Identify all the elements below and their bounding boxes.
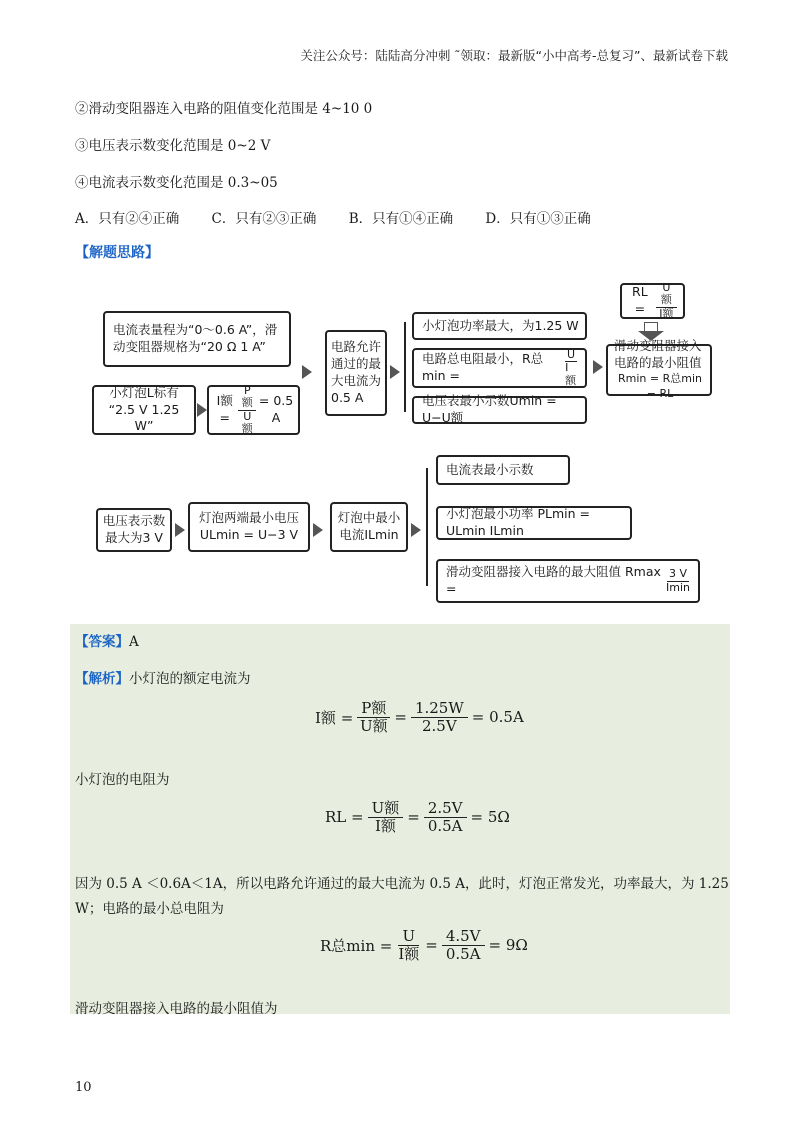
section-title-solution-idea: 【解题思路】	[75, 245, 159, 261]
formula-lamp-resistance	[325, 800, 510, 834]
fraction-numerator: U额	[656, 282, 677, 307]
fraction-denominator: I额	[374, 816, 396, 835]
fraction-denominator: 0.5A	[427, 816, 463, 835]
flow-box-min-total-resistance	[412, 348, 587, 388]
paragraph-line-1: 因为 0.5 A ＜0.6A＜1A，所以电路允许通过的最大电流为 0.5 A，此时，灯泡正常发光，功率最大，为 1.25	[75, 876, 729, 892]
formula-result: = 9Ω	[488, 936, 528, 954]
min-rheostat-line1: 滑动变阻器接入	[614, 338, 702, 354]
formula-min-total-resistance	[320, 928, 528, 962]
max-rheostat-fraction	[664, 568, 692, 593]
rated-current-fraction	[238, 385, 256, 434]
lamp-resistance-fraction	[656, 282, 677, 319]
arrow-icon	[313, 523, 323, 537]
flow-box-lamp-rating-line2: “2.5 V 1.25 W”	[108, 401, 180, 434]
fraction-numerator: U	[567, 348, 576, 362]
flow-box-min-voltmeter: 电压表最小示数Umin = U−U额	[412, 396, 587, 424]
option-d: D．只有①③正确	[485, 211, 591, 227]
statement-3: ③电压表示数变化范围是 0~2 V	[75, 138, 271, 154]
paragraph-line-2: W；电路的最小总电阻为	[75, 901, 224, 917]
flow-box-min-lamp-voltage	[188, 502, 310, 552]
analysis-label: 【解析】	[75, 671, 129, 687]
min-rheostat-line2: 电路的最小阻值	[614, 355, 702, 371]
flow-box-lamp-rating	[92, 385, 196, 435]
flow-box-min-lamp-power: 小灯泡最小功率 PLmin = ULmin ILmin	[436, 506, 632, 540]
max-rheostat-text: 滑动变阻器接入电路的最大阻值 Rmax =	[446, 564, 661, 596]
min-lamp-voltage-line2: ULmin = U−3 V	[199, 527, 299, 542]
analysis-intro: 小灯泡的额定电流为	[129, 671, 251, 687]
fraction-numerator: 2.5V	[424, 800, 467, 818]
formula-fraction	[368, 800, 404, 834]
formula-fraction	[396, 928, 421, 962]
statement-4: ④电流表示数变化范围是 0.3~05	[75, 175, 278, 191]
fraction-denominator: I额	[565, 361, 577, 387]
fraction-denominator: I额	[398, 944, 420, 963]
arrow-icon	[175, 523, 185, 537]
fraction-numerator: U额	[368, 800, 404, 818]
final-line: 滑动变阻器接入电路的最小阻值为	[75, 1001, 278, 1017]
arrow-icon	[390, 365, 400, 379]
flow-box-max-power: 小灯泡功率最大，为1.25 W	[412, 312, 587, 340]
branch-line	[426, 468, 428, 586]
rated-current-lhs: I额 =	[216, 393, 233, 425]
min-rheostat-line3: Rmin = R总min − RL	[618, 372, 702, 400]
flow-box-ammeter-range: 电流表量程为“0～0.6 A”，滑动变阻器规格为“20 Ω 1 A”	[103, 311, 291, 367]
min-total-resistance-text: 电路总电阻最小，R总min =	[422, 351, 544, 383]
option-b: B．只有①④正确	[348, 211, 454, 227]
formula-fraction	[424, 800, 467, 834]
analysis-intro-line	[75, 667, 251, 687]
flow-box-min-lamp-current: 灯泡中最小电流ILmin	[330, 502, 408, 552]
fraction-denominator: I额	[659, 306, 674, 320]
fraction-denominator: 2.5V	[422, 716, 457, 735]
fraction-numerator: P额	[357, 700, 390, 718]
rated-current-rhs: = 0.5 A	[258, 393, 294, 425]
fraction-denominator: 0.5A	[445, 944, 481, 963]
resistance-intro-line: 小灯泡的电阻为	[75, 772, 170, 788]
equals-sign: =	[407, 808, 420, 826]
formula-lhs: I额 =	[315, 708, 354, 727]
fraction-numerator: 1.25W	[411, 700, 468, 718]
min-lamp-voltage-line1: 灯泡两端最小电压	[198, 510, 299, 526]
option-a: A．只有②④正确	[75, 211, 180, 227]
answer-options	[75, 207, 619, 227]
formula-result: = 0.5A	[471, 708, 524, 726]
flow-box-max-voltmeter: 电压表示数最大为3 V	[96, 508, 172, 552]
fraction-numerator: 4.5V	[442, 928, 485, 946]
fraction-denominator: U额	[241, 409, 253, 435]
branch-line	[404, 322, 406, 412]
page-header: 关注公众号：陆陆高分冲刺 ˜领取：最新版“小中高考-总复习”、最新试卷下载	[300, 48, 728, 63]
min-total-resistance-fraction	[563, 349, 579, 386]
answer-line	[75, 630, 139, 650]
formula-fraction	[357, 700, 390, 734]
lamp-resistance-lhs: RL =	[632, 284, 648, 316]
formula-fraction	[442, 928, 485, 962]
formula-rated-current	[315, 700, 524, 734]
fraction-denominator: Imin	[666, 580, 690, 594]
flow-box-rated-current	[207, 385, 300, 435]
option-c: C．只有②③正确	[211, 211, 317, 227]
fraction-numerator: U	[398, 928, 419, 946]
flow-box-lamp-resistance	[620, 283, 685, 319]
arrow-icon	[593, 360, 603, 374]
flow-box-lamp-rating-line1: 小灯泡L标有	[109, 384, 179, 400]
flow-box-min-rheostat	[606, 338, 712, 400]
flow-box-min-ammeter: 电流表最小示数	[436, 455, 570, 485]
arrow-icon	[411, 523, 421, 537]
arrow-icon	[302, 365, 312, 379]
page-number: 10	[75, 1080, 92, 1095]
flow-box-max-rheostat	[436, 559, 700, 603]
formula-result: = 5Ω	[470, 808, 510, 826]
fraction-denominator: U额	[359, 716, 388, 735]
flow-box-max-current: 电路允许通过的最大电流为0.5 A	[325, 330, 387, 416]
formula-fraction	[411, 700, 468, 734]
arrow-icon	[197, 403, 207, 417]
formula-lhs: R总min =	[320, 936, 393, 955]
statement-2: ②滑动变阻器连入电路的阻值变化范围是 4~10 0	[75, 101, 373, 117]
formula-lhs: RL =	[325, 808, 364, 826]
equals-sign: =	[394, 708, 407, 726]
equals-sign: =	[425, 936, 438, 954]
answer-label: 【答案】	[75, 634, 129, 650]
fraction-numerator: P额	[238, 385, 256, 410]
fraction-numerator: 3 V	[668, 567, 688, 581]
answer-value: A	[129, 634, 139, 650]
